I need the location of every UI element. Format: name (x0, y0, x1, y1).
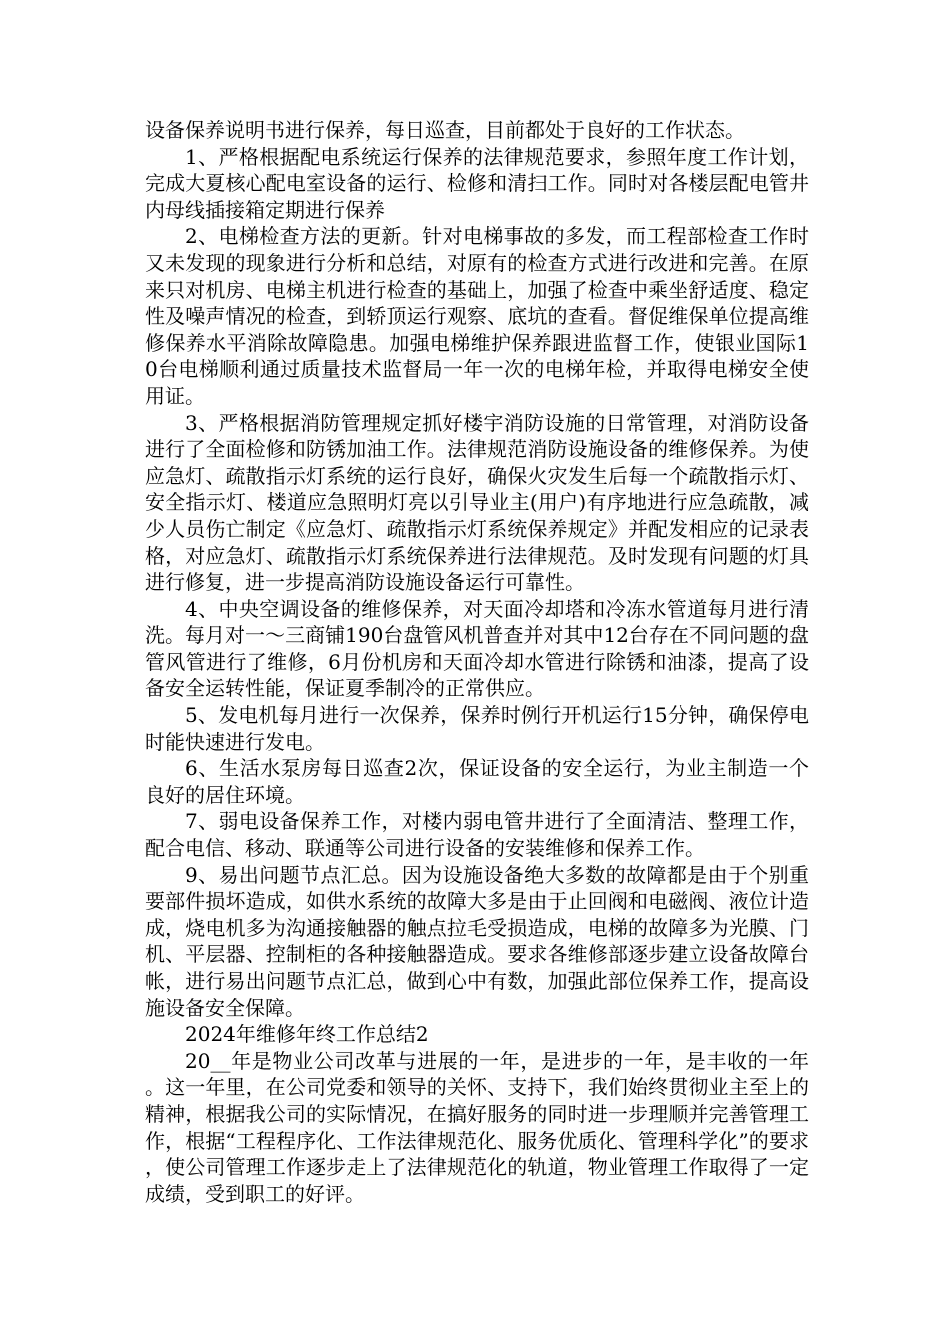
paragraph-item-1: 1、严格根据配电系统运行保养的法律规范要求，参照年度工作计划，完成大夏核心配电室设备的运行、检修和清扫工作。同时对各楼层配电管井内母线插接箱定期进行保养 (145, 144, 809, 222)
paragraph-summary: 20__年是物业公司改革与进展的一年，是进步的一年，是丰收的一年。这一年里，在公司党委和领导的关怀、支持下，我们始终贯彻业主至上的精神，根据我公司的实际情况，在搞好服务的同时进一步理顺并完善管理工作，根据“工程程序化、工作法律规范化、服务优质化、管理科学化”的要求，使公司管理工作逐步走上了法律规范化的轨道，物业管理工作取得了一定成绩，受到职工的好评。 (145, 1048, 809, 1206)
paragraph-item-2: 2、电梯检查方法的更新。针对电梯事故的多发，而工程部检查工作时又未发现的现象进行分析和总结，对原有的检查方式进行改进和完善。在原来只对机房、电梯主机进行检查的基础上，加强了检查中乘坐舒适度、稳定性及噪声情况的检查，到轿顶运行观察、底坑的查看。督促维保单位提高维修保养水平消除故障隐患。加强电梯维护保养跟进监督工作，使银业国际10台电梯顺利通过质量技术监督局一年一次的电梯年检，并取得电梯安全使用证。 (145, 224, 809, 408)
document-page (145, 117, 809, 1207)
section-heading: 2024年维修年终工作总结2 (185, 1022, 429, 1047)
paragraph-continuation: 设备保养说明书进行保养，每日巡查，目前都处于良好的工作状态。 (145, 118, 745, 142)
paragraph-item-6: 6、生活水泵房每日巡查2次，保证设备的安全运行，为业主制造一个良好的居住环境。 (145, 756, 809, 807)
paragraph-item-9: 9、易出问题节点汇总。因为设施设备绝大多数的故障都是由于个别重要部件损坏造成，如供水系统的故障大多是由于止回阀和电磁阀、液位计造成，烧电机多为沟通接触器的触点拉毛受损造成，电梯的故障多为光膜、门机、平层器、控制柜的各种接触器造成。要求各维修部逐步建立设备故障台帐，进行易出问题节点汇总，做到心中有数，加强此部位保养工作，提高设施设备安全保障。 (145, 862, 809, 1020)
paragraph-item-3: 3、严格根据消防管理规定抓好楼宇消防设施的日常管理，对消防设备进行了全面检修和防锈加油工作。法律规范消防设施设备的维修保养。为使应急灯、疏散指示灯系统的运行良好，确保火灾发生后每一个疏散指示灯、安全指示灯、楼道应急照明灯亮以引导业主(用户)有序地进行应急疏散，减少人员伤亡制定《应急灯、疏散指示灯系统保养规定》并配发相应的记录表格，对应急灯、疏散指示灯系统保养进行法律规范。及时发现有问题的灯具进行修复，进一步提高消防设施设备运行可靠性。 (145, 410, 809, 595)
paragraph-item-5: 5、发电机每月进行一次保养，保养时例行开机运行15分钟，确保停电时能快速进行发电。 (145, 703, 809, 754)
paragraph-item-7: 7、弱电设备保养工作，对楼内弱电管井进行了全面清洁、整理工作，配合电信、移动、联通等公司进行设备的安装维修和保养工作。 (145, 809, 809, 861)
paragraph-item-4: 4、中央空调设备的维修保养，对天面冷却塔和冷冻水管道每月进行清洗。每月对一～三商铺190台盘管风机普查并对其中12台存在不同问题的盘管风管进行了维修，6月份机房和天面冷却水管进行除锈和油漆，提高了设备安全运转性能，保证夏季制冷的正常供应。 (145, 596, 809, 701)
